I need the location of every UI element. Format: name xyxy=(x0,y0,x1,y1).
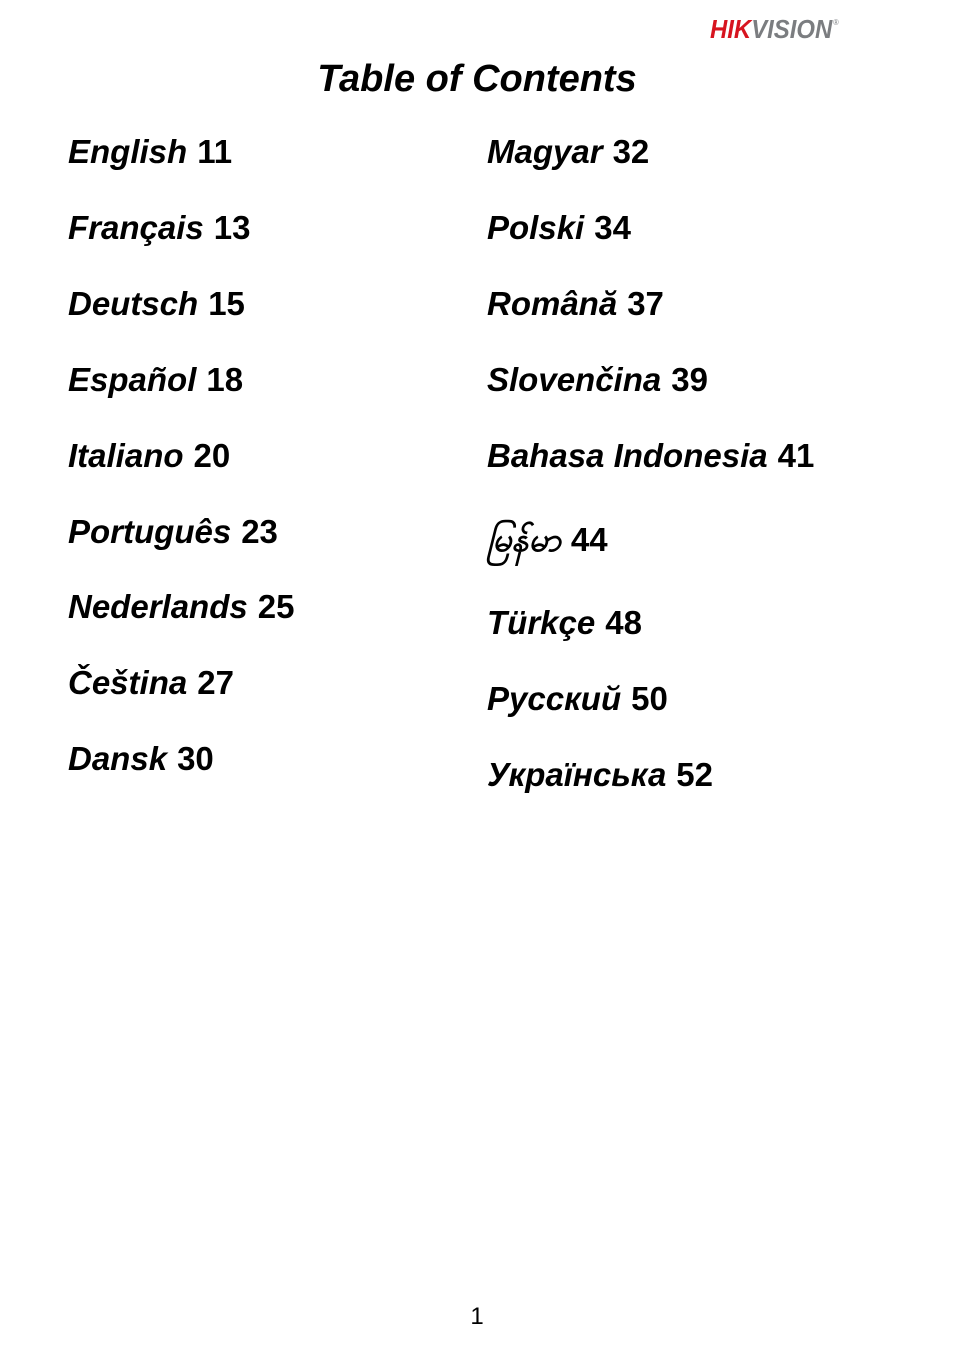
toc-page-number: 13 xyxy=(213,209,251,246)
toc-page-number: 20 xyxy=(193,437,231,474)
toc-entry-bahasa-indonesia xyxy=(487,434,814,478)
toc-language: Čeština xyxy=(68,664,188,701)
toc-language: Português xyxy=(68,513,232,550)
toc-entry-nederlands xyxy=(68,585,294,629)
toc-entry-romana xyxy=(487,282,664,326)
logo-vision: VISION xyxy=(751,14,833,44)
toc-page-number: 23 xyxy=(241,513,278,550)
toc-entry-ukrainska xyxy=(487,753,713,797)
toc-language: Türkçe xyxy=(487,604,596,641)
toc-entry-myanmar xyxy=(487,518,608,562)
toc-page-number: 25 xyxy=(257,588,295,625)
toc-entry-english xyxy=(68,130,232,174)
toc-entry-dansk xyxy=(68,737,214,781)
toc-language: Русский xyxy=(487,680,622,717)
toc-language: Italiano xyxy=(68,437,184,474)
toc-language: မြန်မာ xyxy=(487,521,561,558)
toc-entry-russkiy xyxy=(487,677,668,721)
toc-entry-magyar xyxy=(487,130,649,174)
toc-language: Dansk xyxy=(68,740,168,777)
toc-page-number: 41 xyxy=(777,437,815,474)
toc-page-number: 18 xyxy=(206,361,244,398)
toc-entry-francais xyxy=(68,206,250,250)
toc-page-number: 44 xyxy=(570,521,608,558)
toc-language: Bahasa Indonesia xyxy=(487,437,768,474)
logo-registered-mark: ® xyxy=(833,18,839,27)
toc-page-number: 30 xyxy=(177,740,214,777)
logo-hik: HIK xyxy=(710,14,752,44)
toc-entry-portugues xyxy=(68,510,278,554)
toc-language: Nederlands xyxy=(68,588,248,625)
toc-language: Română xyxy=(487,285,618,322)
toc-page-number: 11 xyxy=(197,133,233,170)
page-number: 1 xyxy=(470,1303,484,1330)
toc-language: Slovenčina xyxy=(487,361,662,398)
toc-language: English xyxy=(68,133,188,170)
toc-entry-espanol xyxy=(68,358,243,402)
toc-language: Français xyxy=(68,209,204,246)
toc-page-number: 52 xyxy=(676,756,714,793)
toc-entry-slovencina xyxy=(487,358,708,402)
toc-page-number: 34 xyxy=(594,209,631,246)
hikvision-logo xyxy=(710,14,839,45)
toc-language: Español xyxy=(68,361,197,398)
toc-entry-deutsch xyxy=(68,282,245,326)
toc-page-number: 39 xyxy=(671,361,708,398)
toc-page-number: 37 xyxy=(627,285,664,322)
toc-language: Polski xyxy=(487,209,585,246)
toc-language: Deutsch xyxy=(68,285,199,322)
toc-entry-turkce xyxy=(487,601,642,645)
toc-language: Magyar xyxy=(487,133,603,170)
toc-page-number: 27 xyxy=(197,664,234,701)
toc-entry-italiano xyxy=(68,434,230,478)
toc-entry-cestina xyxy=(68,661,234,705)
page-title: Table of Contents xyxy=(317,58,637,100)
toc-language: Українська xyxy=(487,756,667,793)
toc-page-number: 15 xyxy=(208,285,245,322)
toc-page-number: 48 xyxy=(605,604,642,641)
toc-page-number: 32 xyxy=(612,133,650,170)
toc-page-number: 50 xyxy=(631,680,668,717)
toc-entry-polski xyxy=(487,206,631,250)
